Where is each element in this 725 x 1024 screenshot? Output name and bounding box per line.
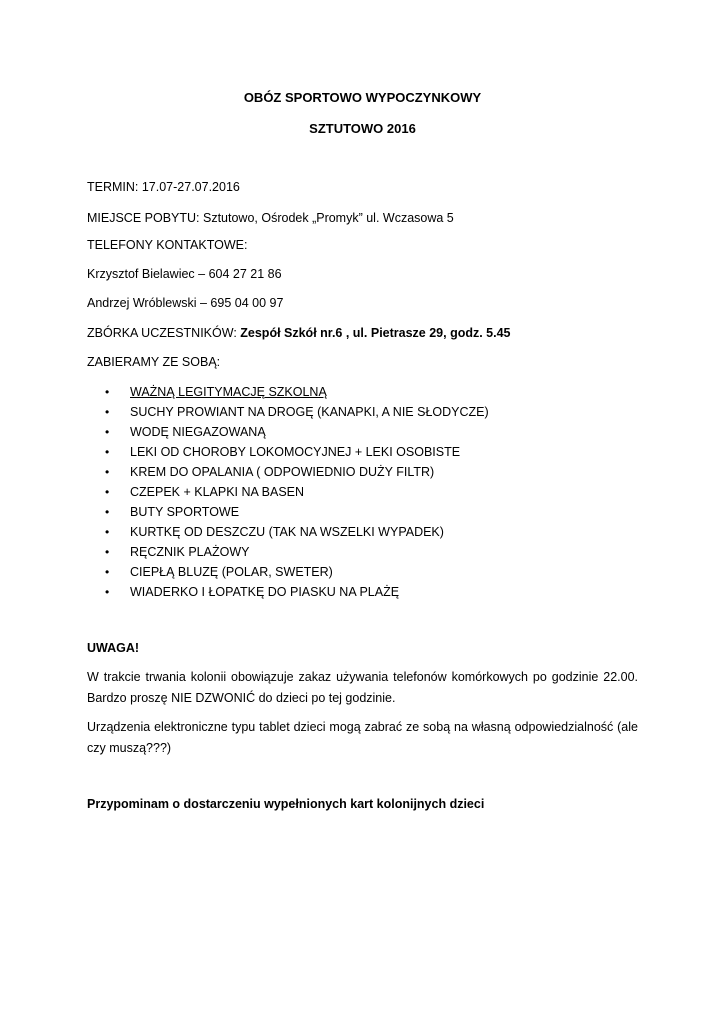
bullet-icon: • (105, 485, 110, 499)
zabieramy-label: ZABIERAMY ZE SOBĄ: (87, 355, 221, 369)
packing-list (87, 384, 489, 604)
list-item-label: RĘCZNIK PLAŻOWY (130, 545, 250, 559)
notice-paragraph: Urządzenia elektroniczne typu tablet dzieci mogą zabrać ze sobą na własną odpowiedzialność (ale czy muszą???) (87, 720, 638, 755)
bullet-icon: • (105, 565, 110, 579)
list-item-label: KURTKĘ OD DESZCZU (TAK NA WSZELKI WYPADEK) (130, 525, 444, 539)
list-item (87, 424, 489, 444)
list-item-label: KREM DO OPALANIA ( ODPOWIEDNIO DUŻY FILTR) (130, 465, 435, 479)
bullet-icon: • (105, 505, 110, 519)
list-item (87, 524, 489, 544)
document-subtitle: SZTUTOWO 2016 (309, 121, 416, 136)
miejsce-line: MIEJSCE POBYTU: Sztutowo, Ośrodek „Promyk” ul. Wczasowa 5 (87, 211, 454, 225)
contact-line: Krzysztof Bielawiec – 604 27 21 86 (87, 267, 282, 281)
list-item-label: CZEPEK + KLAPKI NA BASEN (130, 485, 305, 499)
bullet-icon: • (105, 425, 110, 439)
list-item (87, 584, 489, 604)
list-item (87, 504, 489, 524)
list-item (87, 404, 489, 424)
zbiorka-value: Zespół Szkół nr.6 , ul. Pietrasze 29, godz. 5.45 (240, 326, 511, 340)
contact-line: Andrzej Wróblewski – 695 04 00 97 (87, 296, 284, 310)
list-item-label: CIEPŁĄ BLUZĘ (POLAR, SWETER) (130, 565, 333, 579)
bullet-icon: • (105, 405, 110, 419)
list-item-label: WAŻNĄ LEGITYMACJĘ SZKOLNĄ (130, 385, 327, 399)
list-item-label: LEKI OD CHOROBY LOKOMOCYJNEJ + LEKI OSOBISTE (130, 445, 461, 459)
list-item-label: WIADERKO I ŁOPATKĘ DO PIASKU NA PLAŻĘ (130, 585, 400, 599)
bullet-icon: • (105, 445, 110, 459)
bullet-icon: • (105, 465, 110, 479)
telefony-label: TELEFONY KONTAKTOWE: (87, 238, 248, 252)
termin-line: TERMIN: 17.07-27.07.2016 (87, 180, 240, 194)
list-item (87, 464, 489, 484)
bullet-icon: • (105, 545, 110, 559)
zbiorka-label: ZBÓRKA UCZESTNIKÓW: (87, 326, 241, 340)
list-item-label: SUCHY PROWIANT NA DROGĘ (KANAPKI, A NIE SŁODYCZE) (130, 405, 489, 419)
notice-paragraph: W trakcie trwania kolonii obowiązuje zakaz używania telefonów komórkowych po godzinie 22.00. Bardzo proszę NIE DZWONIĆ do dzieci po tej godzinie. (87, 670, 638, 705)
zbiorka-line (87, 326, 511, 340)
document-title: OBÓZ SPORTOWO WYPOCZYNKOWY (243, 90, 482, 105)
list-item-label: BUTY SPORTOWE (130, 505, 240, 519)
bullet-icon: • (105, 525, 110, 539)
reminder-line: Przypominam o dostarczeniu wypełnionych kart kolonijnych dzieci (87, 797, 485, 811)
list-item (87, 384, 489, 404)
list-item (87, 544, 489, 564)
notice-heading: UWAGA! (87, 641, 140, 655)
list-item (87, 444, 489, 464)
list-item-label: WODĘ NIEGAZOWANĄ (130, 425, 266, 439)
bullet-icon: • (105, 585, 110, 599)
bullet-icon: • (105, 385, 110, 399)
list-item (87, 484, 489, 504)
list-item (87, 564, 489, 584)
